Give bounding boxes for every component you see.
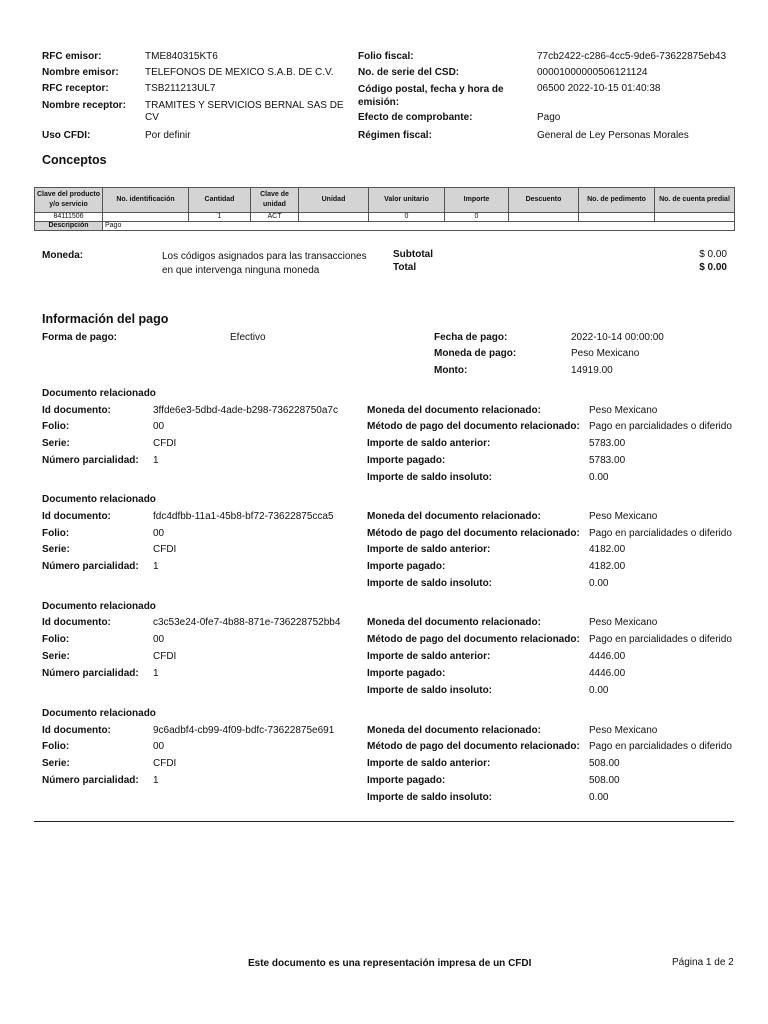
doc-folio-label: Folio: (42, 634, 70, 645)
doc-metodo-label: Método de pago del documento relacionado: (367, 741, 580, 752)
doc-id-label: Id documento: (42, 405, 111, 416)
regimen-value: General de Ley Personas Morales (537, 130, 689, 141)
monto-label: Monto: (434, 365, 468, 376)
doc-serie-value: CFDI (153, 544, 177, 555)
doc-saldo-anterior-value: 4182.00 (589, 544, 626, 555)
doc-insoluto-value: 0.00 (589, 578, 609, 589)
monto-value: 14919.00 (571, 365, 613, 376)
cell-cuenta-predial (655, 213, 735, 222)
doc-saldo-anterior-label: Importe de saldo anterior: (367, 651, 491, 662)
cell-valor-unitario: 0 (369, 213, 445, 222)
folio-fiscal-label: Folio fiscal: (358, 51, 414, 62)
doc-serie-value: CFDI (153, 651, 177, 662)
doc-insoluto-label: Importe de saldo insoluto: (367, 472, 493, 483)
doc-id-value: c3c53e24-0fe7-4b88-871e-736228752bb4 (153, 617, 341, 628)
col-cuenta-predial: No. de cuenta predial (655, 188, 735, 213)
rfc-receptor-label: RFC receptor: (42, 83, 109, 94)
doc-parcialidad-value: 1 (153, 561, 159, 572)
doc-parcialidad-value: 1 (153, 668, 159, 679)
col-clave-producto: Clave del producto y/o servicio (35, 188, 103, 213)
doc-parcialidad-label: Número parcialidad: (42, 455, 139, 466)
doc-pagado-value: 4182.00 (589, 561, 626, 572)
efecto-label: Efecto de comprobante: (358, 112, 473, 123)
nombre-emisor-label: Nombre emisor: (42, 67, 119, 78)
cell-importe: 0 (445, 213, 509, 222)
doc-parcialidad-label: Número parcialidad: (42, 668, 139, 679)
regimen-label: Régimen fiscal: (358, 130, 432, 141)
col-no-pedimento: No. de pedimento (579, 188, 655, 213)
forma-pago-value: Efectivo (230, 332, 266, 343)
moneda-label: Moneda: (42, 250, 84, 261)
doc-metodo-value: Pago en parcialidades o diferido (589, 741, 732, 752)
rfc-emisor-label: RFC emisor: (42, 51, 102, 62)
doc-metodo-value: Pago en parcialidades o diferido (589, 528, 732, 539)
doc-heading: Documento relacionado (42, 494, 156, 505)
col-descuento: Descuento (509, 188, 579, 213)
doc-pagado-value: 5783.00 (589, 455, 626, 466)
doc-metodo-label: Método de pago del documento relacionado: (367, 421, 580, 432)
doc-folio-label: Folio: (42, 421, 70, 432)
doc-pagado-value: 4446.00 (589, 668, 626, 679)
doc-parcialidad-value: 1 (153, 455, 159, 466)
conceptos-title: Conceptos (42, 153, 107, 167)
col-unidad: Unidad (299, 188, 369, 213)
doc-saldo-anterior-label: Importe de saldo anterior: (367, 544, 491, 555)
doc-pagado-label: Importe pagado: (367, 775, 446, 786)
cell-unidad (299, 213, 369, 222)
col-no-identificacion: No. identificación (103, 188, 189, 213)
pago-title: Información del pago (42, 312, 169, 326)
doc-metodo-value: Pago en parcialidades o diferido (589, 421, 732, 432)
doc-moneda-label: Moneda del documento relacionado: (367, 511, 541, 522)
doc-metodo-value: Pago en parcialidades o diferido (589, 634, 732, 645)
conceptos-table (34, 187, 735, 231)
doc-parcialidad-value: 1 (153, 775, 159, 786)
doc-folio-label: Folio: (42, 741, 70, 752)
doc-saldo-anterior-label: Importe de saldo anterior: (367, 758, 491, 769)
efecto-value: Pago (537, 112, 561, 123)
doc-moneda-label: Moneda del documento relacionado: (367, 617, 541, 628)
doc-insoluto-value: 0.00 (589, 685, 609, 696)
doc-metodo-label: Método de pago del documento relacionado: (367, 634, 580, 645)
cell-no-pedimento (579, 213, 655, 222)
serie-csd-value: 00001000000506121124 (537, 67, 648, 78)
doc-saldo-anterior-value: 508.00 (589, 758, 620, 769)
descripcion-row (35, 222, 735, 231)
doc-metodo-label: Método de pago del documento relacionado: (367, 528, 580, 539)
doc-pagado-value: 508.00 (589, 775, 620, 786)
moneda-value: Los códigos asignados para las transacciones en que intervenga ninguna moneda (162, 251, 367, 276)
fecha-pago-label: Fecha de pago: (434, 332, 508, 343)
doc-serie-label: Serie: (42, 438, 70, 449)
doc-parcialidad-label: Número parcialidad: (42, 561, 139, 572)
page-number: Página 1 de 2 (672, 957, 734, 968)
cell-descuento (509, 213, 579, 222)
doc-folio-value: 00 (153, 634, 165, 645)
doc-saldo-anterior-value: 5783.00 (589, 438, 626, 449)
doc-moneda-value: Peso Mexicano (589, 511, 658, 522)
doc-folio-value: 00 (153, 741, 165, 752)
rfc-receptor-value: TSB211213UL7 (145, 83, 216, 94)
doc-moneda-value: Peso Mexicano (589, 617, 658, 628)
doc-heading: Documento relacionado (42, 708, 156, 719)
folio-fiscal-value: 77cb2422-c286-4cc5-9de6-73622875eb43 (537, 51, 727, 62)
subtotal-label: Subtotal (393, 249, 433, 260)
moneda-pago-value: Peso Mexicano (571, 348, 640, 359)
doc-serie-value: CFDI (153, 758, 177, 769)
forma-pago-label: Forma de pago: (42, 332, 118, 343)
total-label: Total (393, 262, 417, 273)
doc-id-label: Id documento: (42, 725, 111, 736)
doc-pagado-label: Importe pagado: (367, 561, 446, 572)
uso-cfdi-label: Uso CFDI: (42, 130, 91, 141)
doc-id-label: Id documento: (42, 617, 111, 628)
nombre-emisor-value: TELEFONOS DE MEXICO S.A.B. DE C.V. (145, 67, 334, 78)
cell-no-identificacion (103, 213, 189, 222)
col-cantidad: Cantidad (189, 188, 251, 213)
doc-serie-label: Serie: (42, 758, 70, 769)
serie-csd-label: No. de serie del CSD: (358, 67, 460, 78)
doc-moneda-label: Moneda del documento relacionado: (367, 725, 541, 736)
table-row (35, 213, 735, 222)
doc-serie-label: Serie: (42, 651, 70, 662)
fecha-pago-value: 2022-10-14 00:00:00 (571, 332, 664, 343)
doc-id-value: fdc4dfbb-11a1-45b8-bf72-73622875cca5 (153, 511, 334, 522)
cell-clave-producto: 84111506 (35, 213, 103, 222)
doc-serie-label: Serie: (42, 544, 70, 555)
col-clave-unidad: Clave de unidad (251, 188, 299, 213)
subtotal-value: $ 0.00 (699, 249, 727, 260)
cp-fecha-label: Código postal, fecha y hora de emisión: (358, 84, 504, 108)
doc-insoluto-label: Importe de saldo insoluto: (367, 578, 493, 589)
doc-folio-value: 00 (153, 421, 165, 432)
doc-id-label: Id documento: (42, 511, 111, 522)
col-valor-unitario: Valor unitario (369, 188, 445, 213)
doc-id-value: 3ffde6e3-5dbd-4ade-b298-736228750a7c (153, 405, 338, 416)
footer-note: Este documento es una representación impresa de un CFDI (248, 958, 532, 969)
doc-moneda-value: Peso Mexicano (589, 725, 658, 736)
doc-id-value: 9c6adbf4-cb99-4f09-bdfc-73622875e691 (153, 725, 335, 736)
total-value: $ 0.00 (699, 262, 727, 273)
rfc-emisor-value: TME840315KT6 (145, 51, 218, 62)
doc-pagado-label: Importe pagado: (367, 455, 446, 466)
section-divider (34, 821, 734, 822)
conceptos-header-row (35, 188, 735, 213)
nombre-receptor-value: TRAMITES Y SERVICIOS BERNAL SAS DE CV (145, 100, 344, 123)
moneda-pago-label: Moneda de pago: (434, 348, 517, 359)
doc-pagado-label: Importe pagado: (367, 668, 446, 679)
nombre-receptor-label: Nombre receptor: (42, 100, 126, 111)
cp-fecha-value: 06500 2022-10-15 01:40:38 (537, 83, 661, 94)
doc-heading: Documento relacionado (42, 388, 156, 399)
doc-parcialidad-label: Número parcialidad: (42, 775, 139, 786)
cell-clave-unidad: ACT (251, 213, 299, 222)
doc-insoluto-label: Importe de saldo insoluto: (367, 685, 493, 696)
descripcion-value: Pago (103, 222, 735, 231)
doc-moneda-value: Peso Mexicano (589, 405, 658, 416)
doc-heading: Documento relacionado (42, 601, 156, 612)
doc-moneda-label: Moneda del documento relacionado: (367, 405, 541, 416)
doc-insoluto-value: 0.00 (589, 472, 609, 483)
uso-cfdi-value: Por definir (145, 130, 191, 141)
cell-cantidad: 1 (189, 213, 251, 222)
doc-folio-value: 00 (153, 528, 165, 539)
doc-insoluto-label: Importe de saldo insoluto: (367, 792, 493, 803)
doc-folio-label: Folio: (42, 528, 70, 539)
doc-insoluto-value: 0.00 (589, 792, 609, 803)
doc-saldo-anterior-label: Importe de saldo anterior: (367, 438, 491, 449)
descripcion-label: Descripción (35, 222, 103, 231)
col-importe: Importe (445, 188, 509, 213)
doc-serie-value: CFDI (153, 438, 177, 449)
doc-saldo-anterior-value: 4446.00 (589, 651, 626, 662)
